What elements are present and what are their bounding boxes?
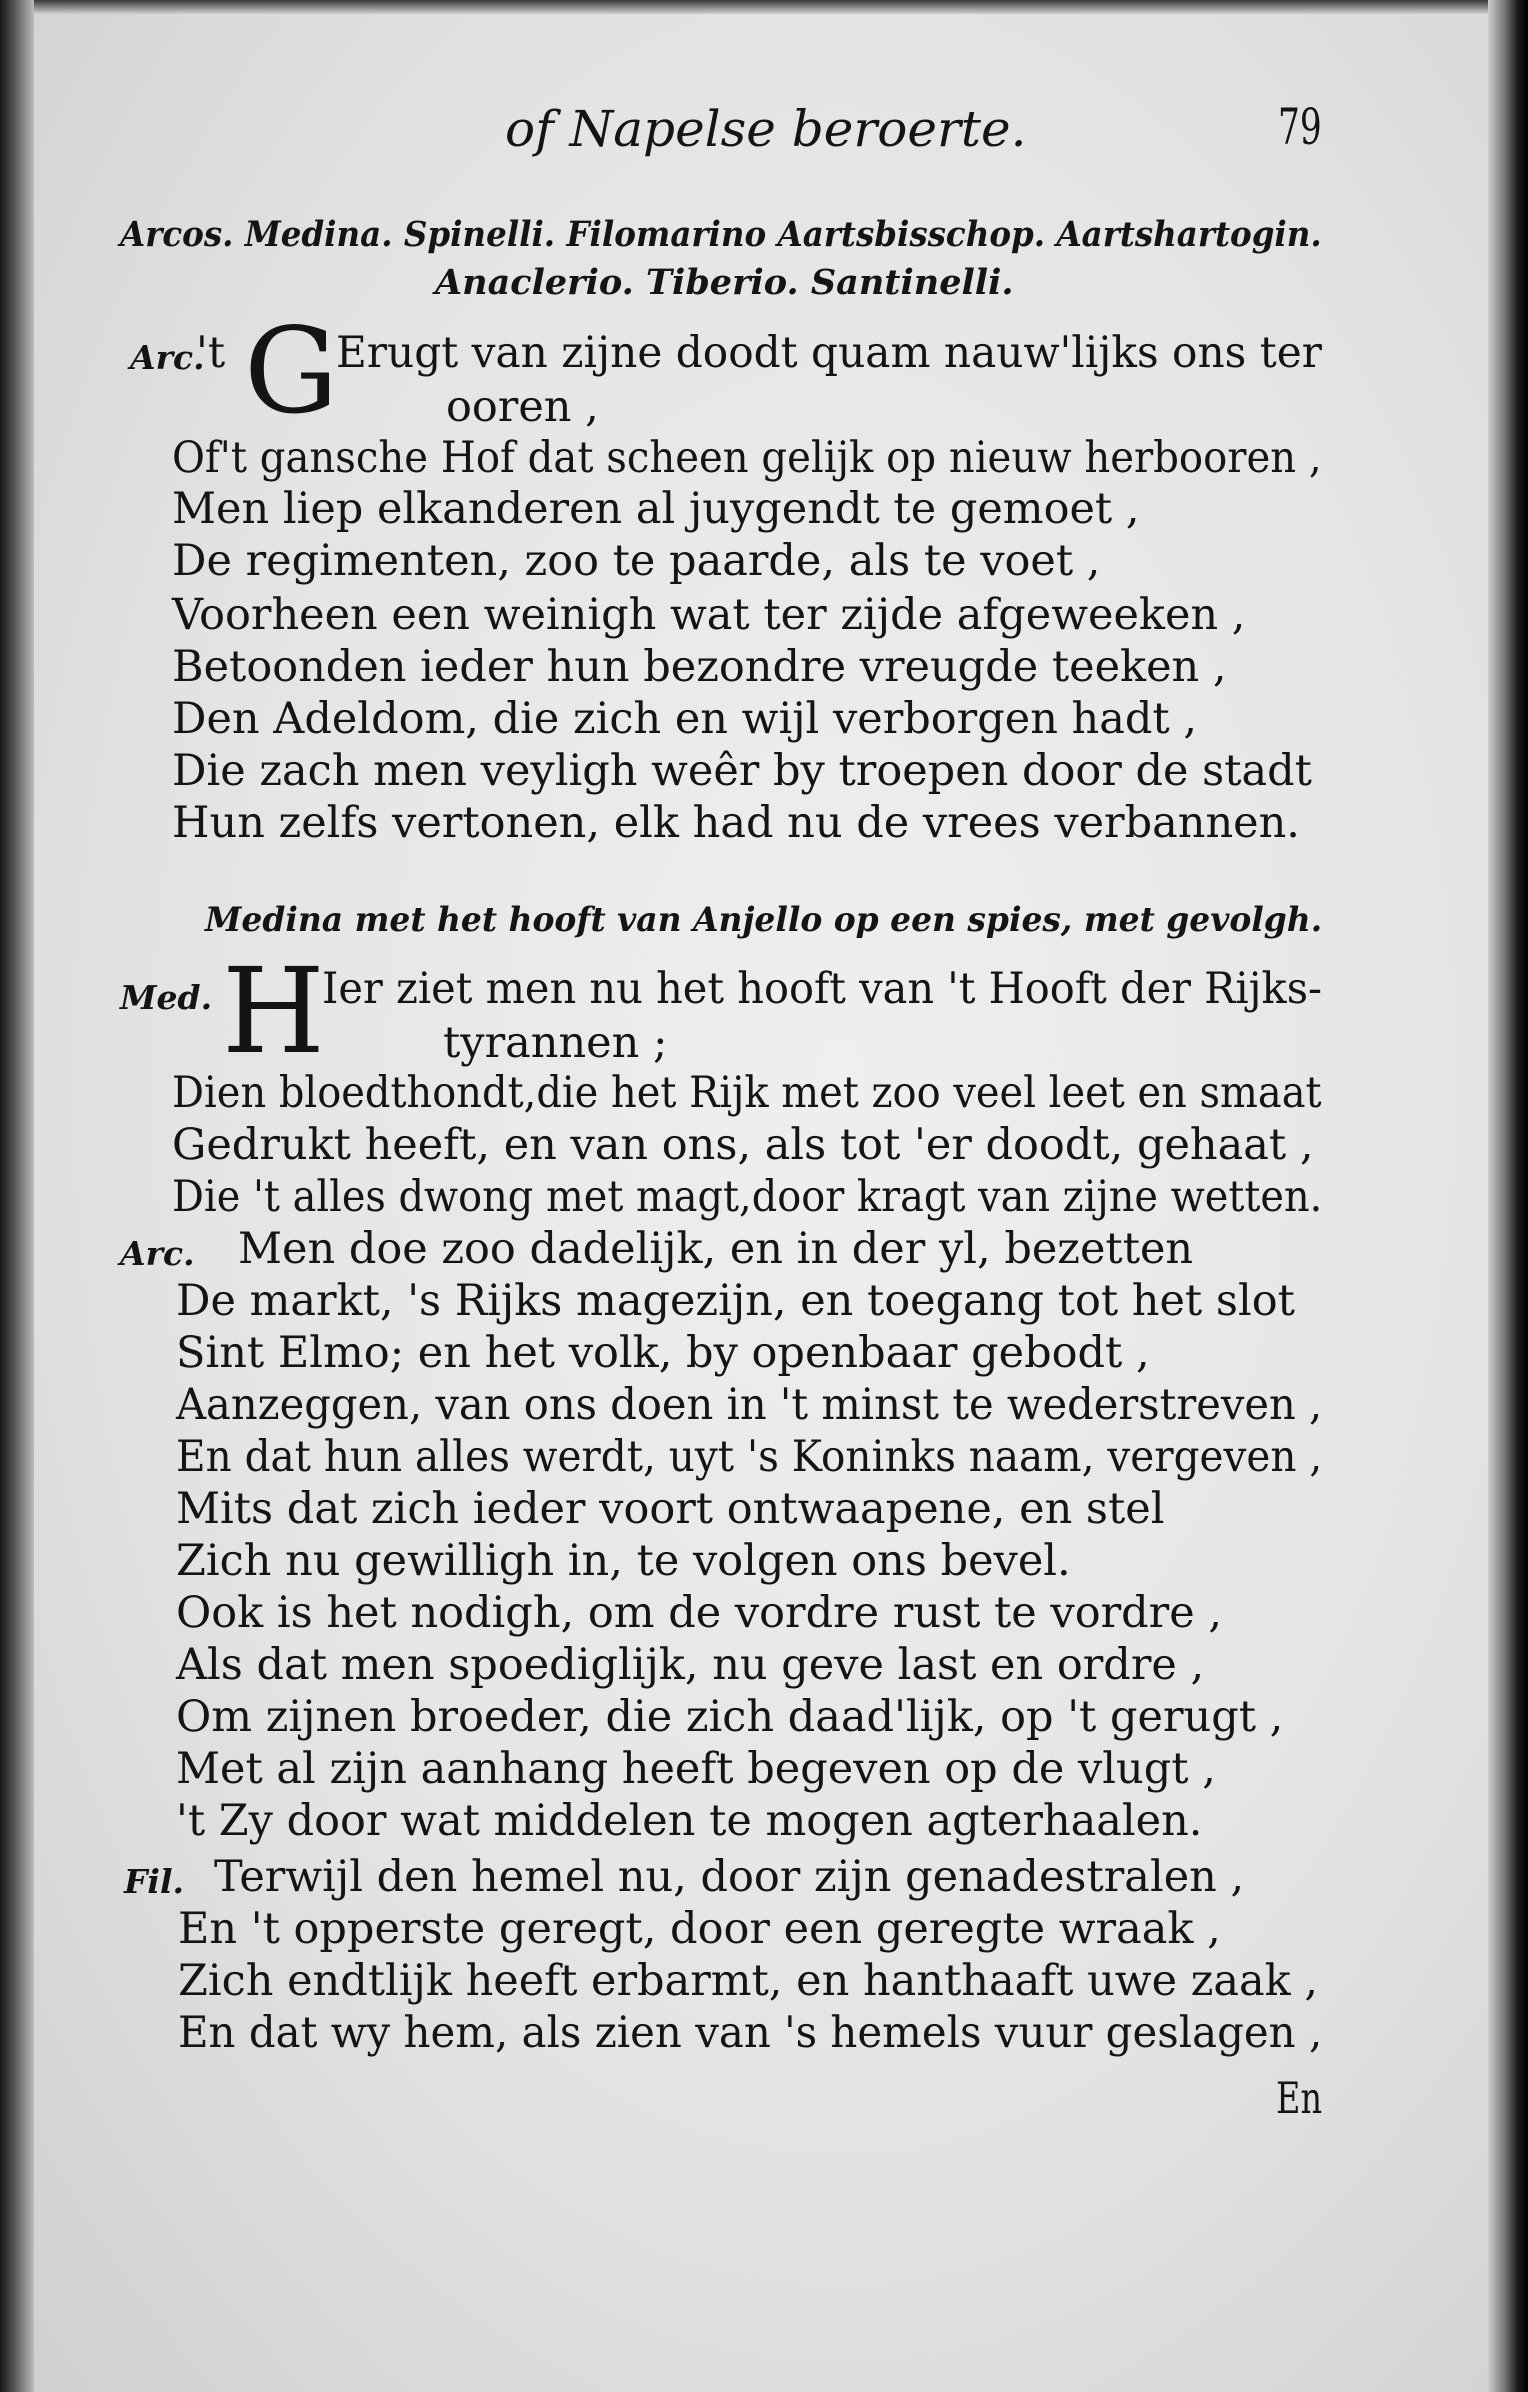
verse-line: Betoonden ieder hun bezondre vreugde teeken , — [172, 642, 1227, 692]
verse-line: Dien bloedthondt,die het Rijk met zoo veel leet en smaat — [172, 1068, 1322, 1118]
verse-line: Mits dat zich ieder voort ontwaapene, en stel — [176, 1484, 1165, 1534]
cast-line-2: Anaclerio. Tiberio. Santinelli. — [435, 262, 1014, 303]
drop-cap-h: H — [222, 942, 325, 1080]
drop-cap-g: G — [244, 302, 339, 440]
verse-line: En dat hun alles werdt, uyt 's Koninks naam, vergeven , — [176, 1432, 1323, 1482]
apostrophe-t: 't — [196, 328, 226, 378]
verse-line: Om zijnen broeder, die zich daad'lijk, op 't gerugt , — [176, 1692, 1284, 1742]
page-left-edge — [0, 0, 34, 2392]
verse-line: Zich endtlijk heeft erbarmt, en hanthaaft uwe zaak , — [178, 1956, 1319, 2006]
verse-line: Ier ziet men nu het hooft van 't Hooft der Rijks- — [322, 964, 1323, 1014]
verse-line: Met al zijn aanhang heeft begeven op de vlugt , — [176, 1744, 1216, 1794]
speaker-arc: Arc. — [130, 338, 205, 377]
verse-line: 't Zy door wat middelen te mogen agterhaalen. — [176, 1796, 1203, 1846]
catchword: En — [1276, 2074, 1323, 2124]
verse-line: Voorheen een weinigh wat ter zijde afgeweeken , — [172, 590, 1246, 640]
verse-line: En 't opperste geregt, door een geregte wraak , — [178, 1904, 1221, 1954]
verse-line: Erugt van zijne doodt quam nauw'lijks ons ter — [336, 328, 1322, 378]
verse-line: Die zach men veyligh weêr by troepen door de stadt — [172, 746, 1312, 796]
page-right-edge — [1488, 0, 1528, 2392]
verse-line: tyrannen ; — [443, 1018, 668, 1068]
verse-line: Den Adeldom, die zich en wijl verborgen hadt , — [172, 694, 1198, 744]
page-top-edge — [0, 0, 1528, 14]
verse-line: Sint Elmo; en het volk, by openbaar gebodt , — [176, 1328, 1150, 1378]
verse-line: Ook is het nodigh, om de vordre rust te vordre , — [176, 1588, 1223, 1638]
verse-line: Of't gansche Hof dat scheen gelijk op nieuw herbooren , — [172, 433, 1322, 483]
speaker-arc: Arc. — [120, 1234, 195, 1273]
cast-line-1: Arcos. Medina. Spinelli. Filomarino Aartsbisschop. Aartshartogin. — [120, 214, 1322, 255]
verse-line: Men liep elkanderen al juygendt te gemoet , — [172, 484, 1140, 534]
verse-line: Die 't alles dwong met magt,door kragt van zijne wetten. — [172, 1172, 1323, 1222]
verse-line: ooren , — [446, 382, 599, 432]
verse-line: De markt, 's Rijks magezijn, en toegang tot het slot — [176, 1276, 1295, 1326]
verse-line: De regimenten, zoo te paarde, als te voet , — [172, 536, 1101, 586]
running-title: of Napelse beroerte. — [505, 100, 1027, 158]
verse-line: En dat wy hem, als zien van 's hemels vuur geslagen , — [178, 2008, 1323, 2058]
page-number: 79 — [1278, 98, 1322, 156]
verse-line: Gedrukt heeft, en van ons, als tot 'er doodt, gehaat , — [172, 1120, 1314, 1170]
verse-line: Zich nu gewilligh in, te volgen ons bevel. — [176, 1536, 1071, 1586]
speaker-fil: Fil. — [124, 1862, 184, 1901]
verse-line: Hun zelfs vertonen, elk had nu de vrees verbannen. — [172, 798, 1300, 848]
verse-line: Aanzeggen, van ons doen in 't minst te wederstreven , — [176, 1380, 1323, 1430]
verse-line: Als dat men spoediglijk, nu geve last en ordre , — [176, 1640, 1205, 1690]
stage-direction: Medina met het hooft van Anjello op een spies, met gevolgh. — [205, 900, 1323, 940]
verse-line: Men doe zoo dadelijk, en in der yl, bezetten — [238, 1224, 1194, 1274]
speaker-med: Med. — [120, 978, 213, 1017]
verse-line: Terwijl den hemel nu, door zijn genadestralen , — [214, 1852, 1245, 1902]
